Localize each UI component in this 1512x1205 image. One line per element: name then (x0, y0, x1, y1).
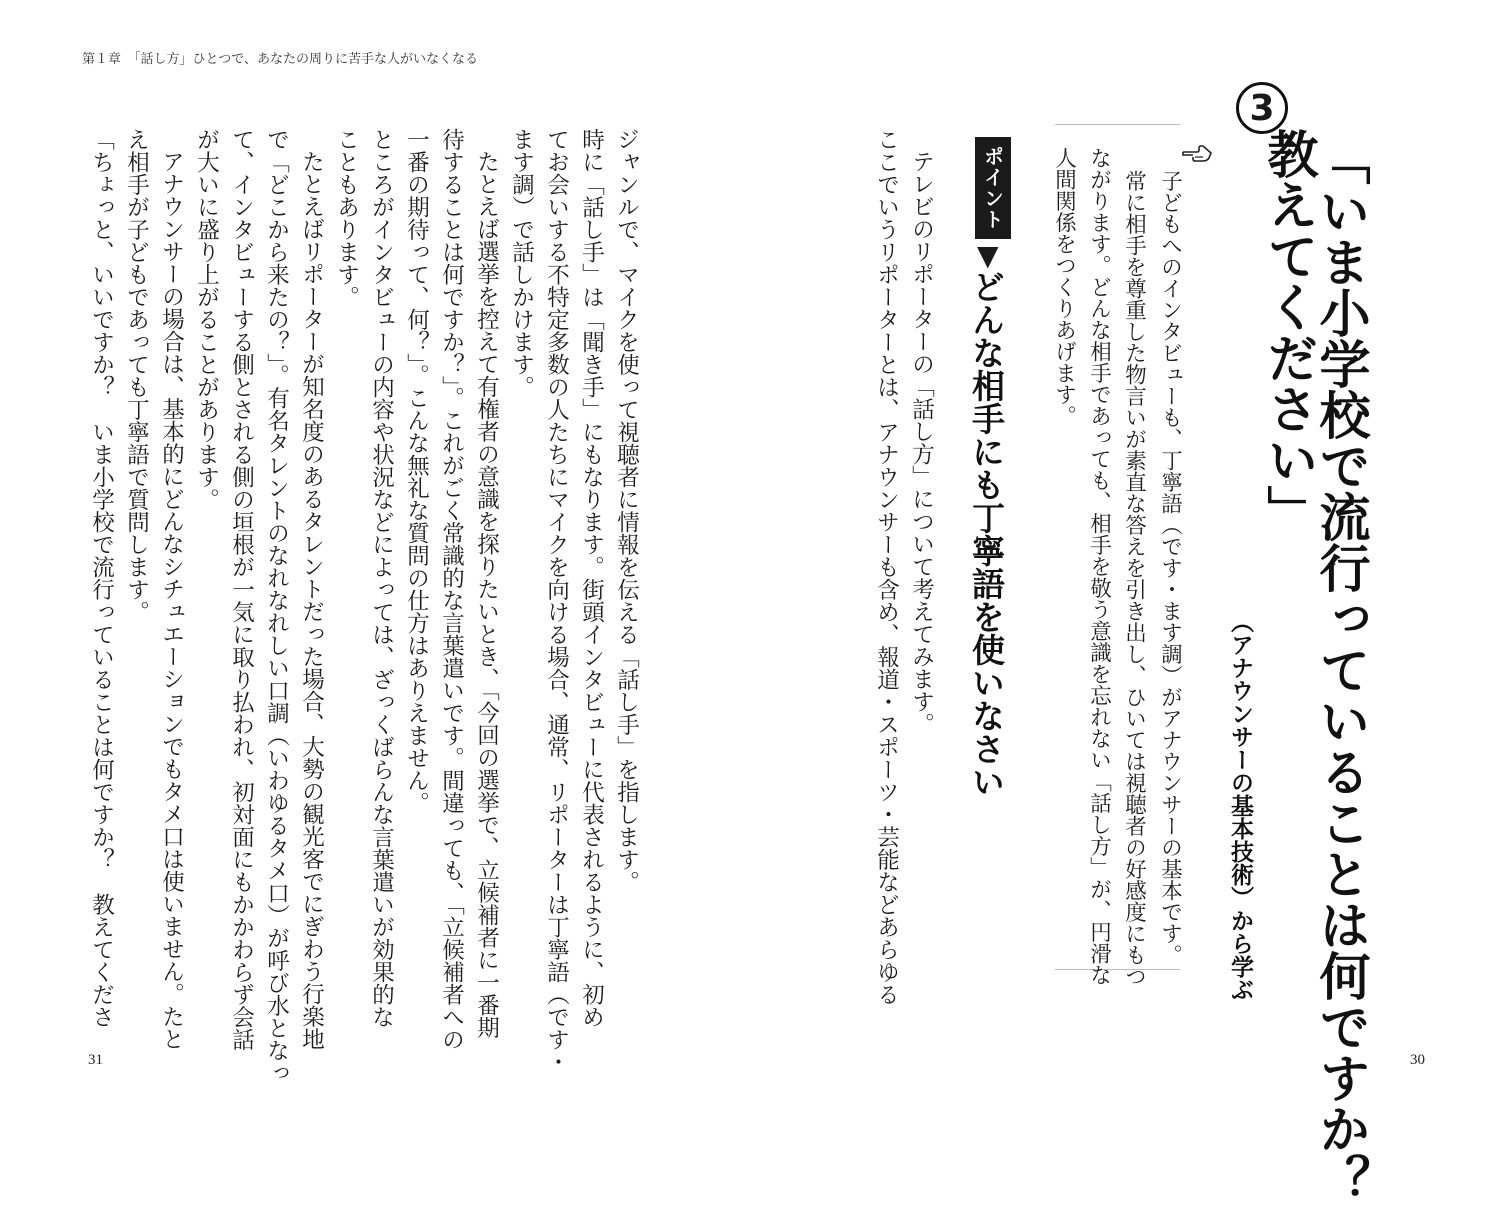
page-number-left: 31 (88, 1052, 103, 1068)
lead-line-1: 子どもへのインタビューも、丁寧語（です・ます調）がアナウンサーの基本です。 (1157, 170, 1183, 966)
lead-line-4: 人間関係をつくりあげます。 (1051, 147, 1077, 427)
body-line: 待することは何ですか？」。これがごく常識的な言葉遣いです。間違っても、「立候補者への (438, 128, 465, 1051)
triangle-down-icon: ▼ (977, 239, 999, 272)
body-line: が大いに盛り上がることがあります。 (193, 128, 220, 511)
title-line-1: 「いま小学校で流行っていることは何ですか？ (1310, 134, 1369, 1205)
body-line: たとえばリポーターが知名度のあるタレントだった場合、大勢の観光客でにぎわう行楽地 (298, 150, 325, 1050)
lead-top-rule (1055, 124, 1180, 125)
pointing-hand-icon (1181, 142, 1215, 164)
section-number-badge (1236, 82, 1288, 134)
section-number: 3 (1249, 87, 1275, 129)
lead-line-2: 常に相手を尊重した物言いが素直な答えを引き出し、ひいては視聴者の好感度にもつ (1121, 170, 1147, 987)
body-line: 「ちょっと、いいですか？ いま小学校で流行っていることは何ですか？ 教えてくださ (88, 128, 115, 1028)
body-line: ここでいうリポーターとは、アナウンサーも含め、報道・スポーツ・芸能などあらゆる (873, 128, 900, 1006)
body-line: アナウンサーの場合は、基本的にどんなシチュエーションでもタメ口は使いません。たと (158, 150, 185, 1050)
subtitle: （アナウンサーの基本技術）から学ぶ (1227, 610, 1253, 1001)
title-line-2: 教えてください」 (1258, 128, 1317, 536)
body-line: 一番の期待って、何？」。こんな無礼な質問の仕方はありえません。 (403, 128, 430, 815)
body-line: こともあります。 (333, 128, 360, 308)
point-label-badge (975, 137, 1011, 239)
page-number-right: 30 (1410, 1052, 1425, 1068)
body-line: え相手が子どもであっても丁寧語で質問します。 (123, 128, 150, 623)
body-line: ところがインタビューの内容や状況などによっては、ざっくばらんな言葉遣いが効果的な (368, 128, 395, 1028)
running-head: 第１章 「話し方」ひとつで、あなたの周りに苦手な人がいなくなる (82, 52, 478, 67)
body-line: ます調）で話しかけます。 (508, 128, 535, 398)
point-label: ポイント (980, 146, 1005, 230)
body-line: て、インタビューする側とされる側の垣根が一気に取り払われ、初対面にもかかわらず会話 (228, 128, 255, 1051)
body-line: で「どこから来たの？」。有名タレントのなれなれしい口調（いわゆるタメ口）が呼び水となっ (263, 128, 290, 1085)
body-line: てお会いする不特定多数の人たちにマイクを向ける場合、通常、リポーターは丁寧語（です・ (543, 128, 570, 1073)
body-line: 時に「話し手」は「聞き手」にもなります。街頭インタビューに代表されるように、初め (578, 128, 605, 1028)
lead-line-3: ながります。どんな相手であっても、相手を敬う意識を忘れない「話し方」が、円滑な (1086, 147, 1112, 986)
body-line: ジャンルで、マイクを使って視聴者に情報を伝える「話し手」を指します。 (613, 128, 640, 893)
body-line: テレビのリポーターの「話し方」について考えてみます。 (908, 150, 935, 735)
body-line: たとえば選挙を控えて有権者の意識を探りたいとき、「今回の選挙で、立候補者に一番期 (473, 150, 500, 1039)
point-heading: どんな相手にも丁寧語を使いなさい (967, 270, 1006, 798)
lead-bottom-rule (1055, 969, 1180, 970)
